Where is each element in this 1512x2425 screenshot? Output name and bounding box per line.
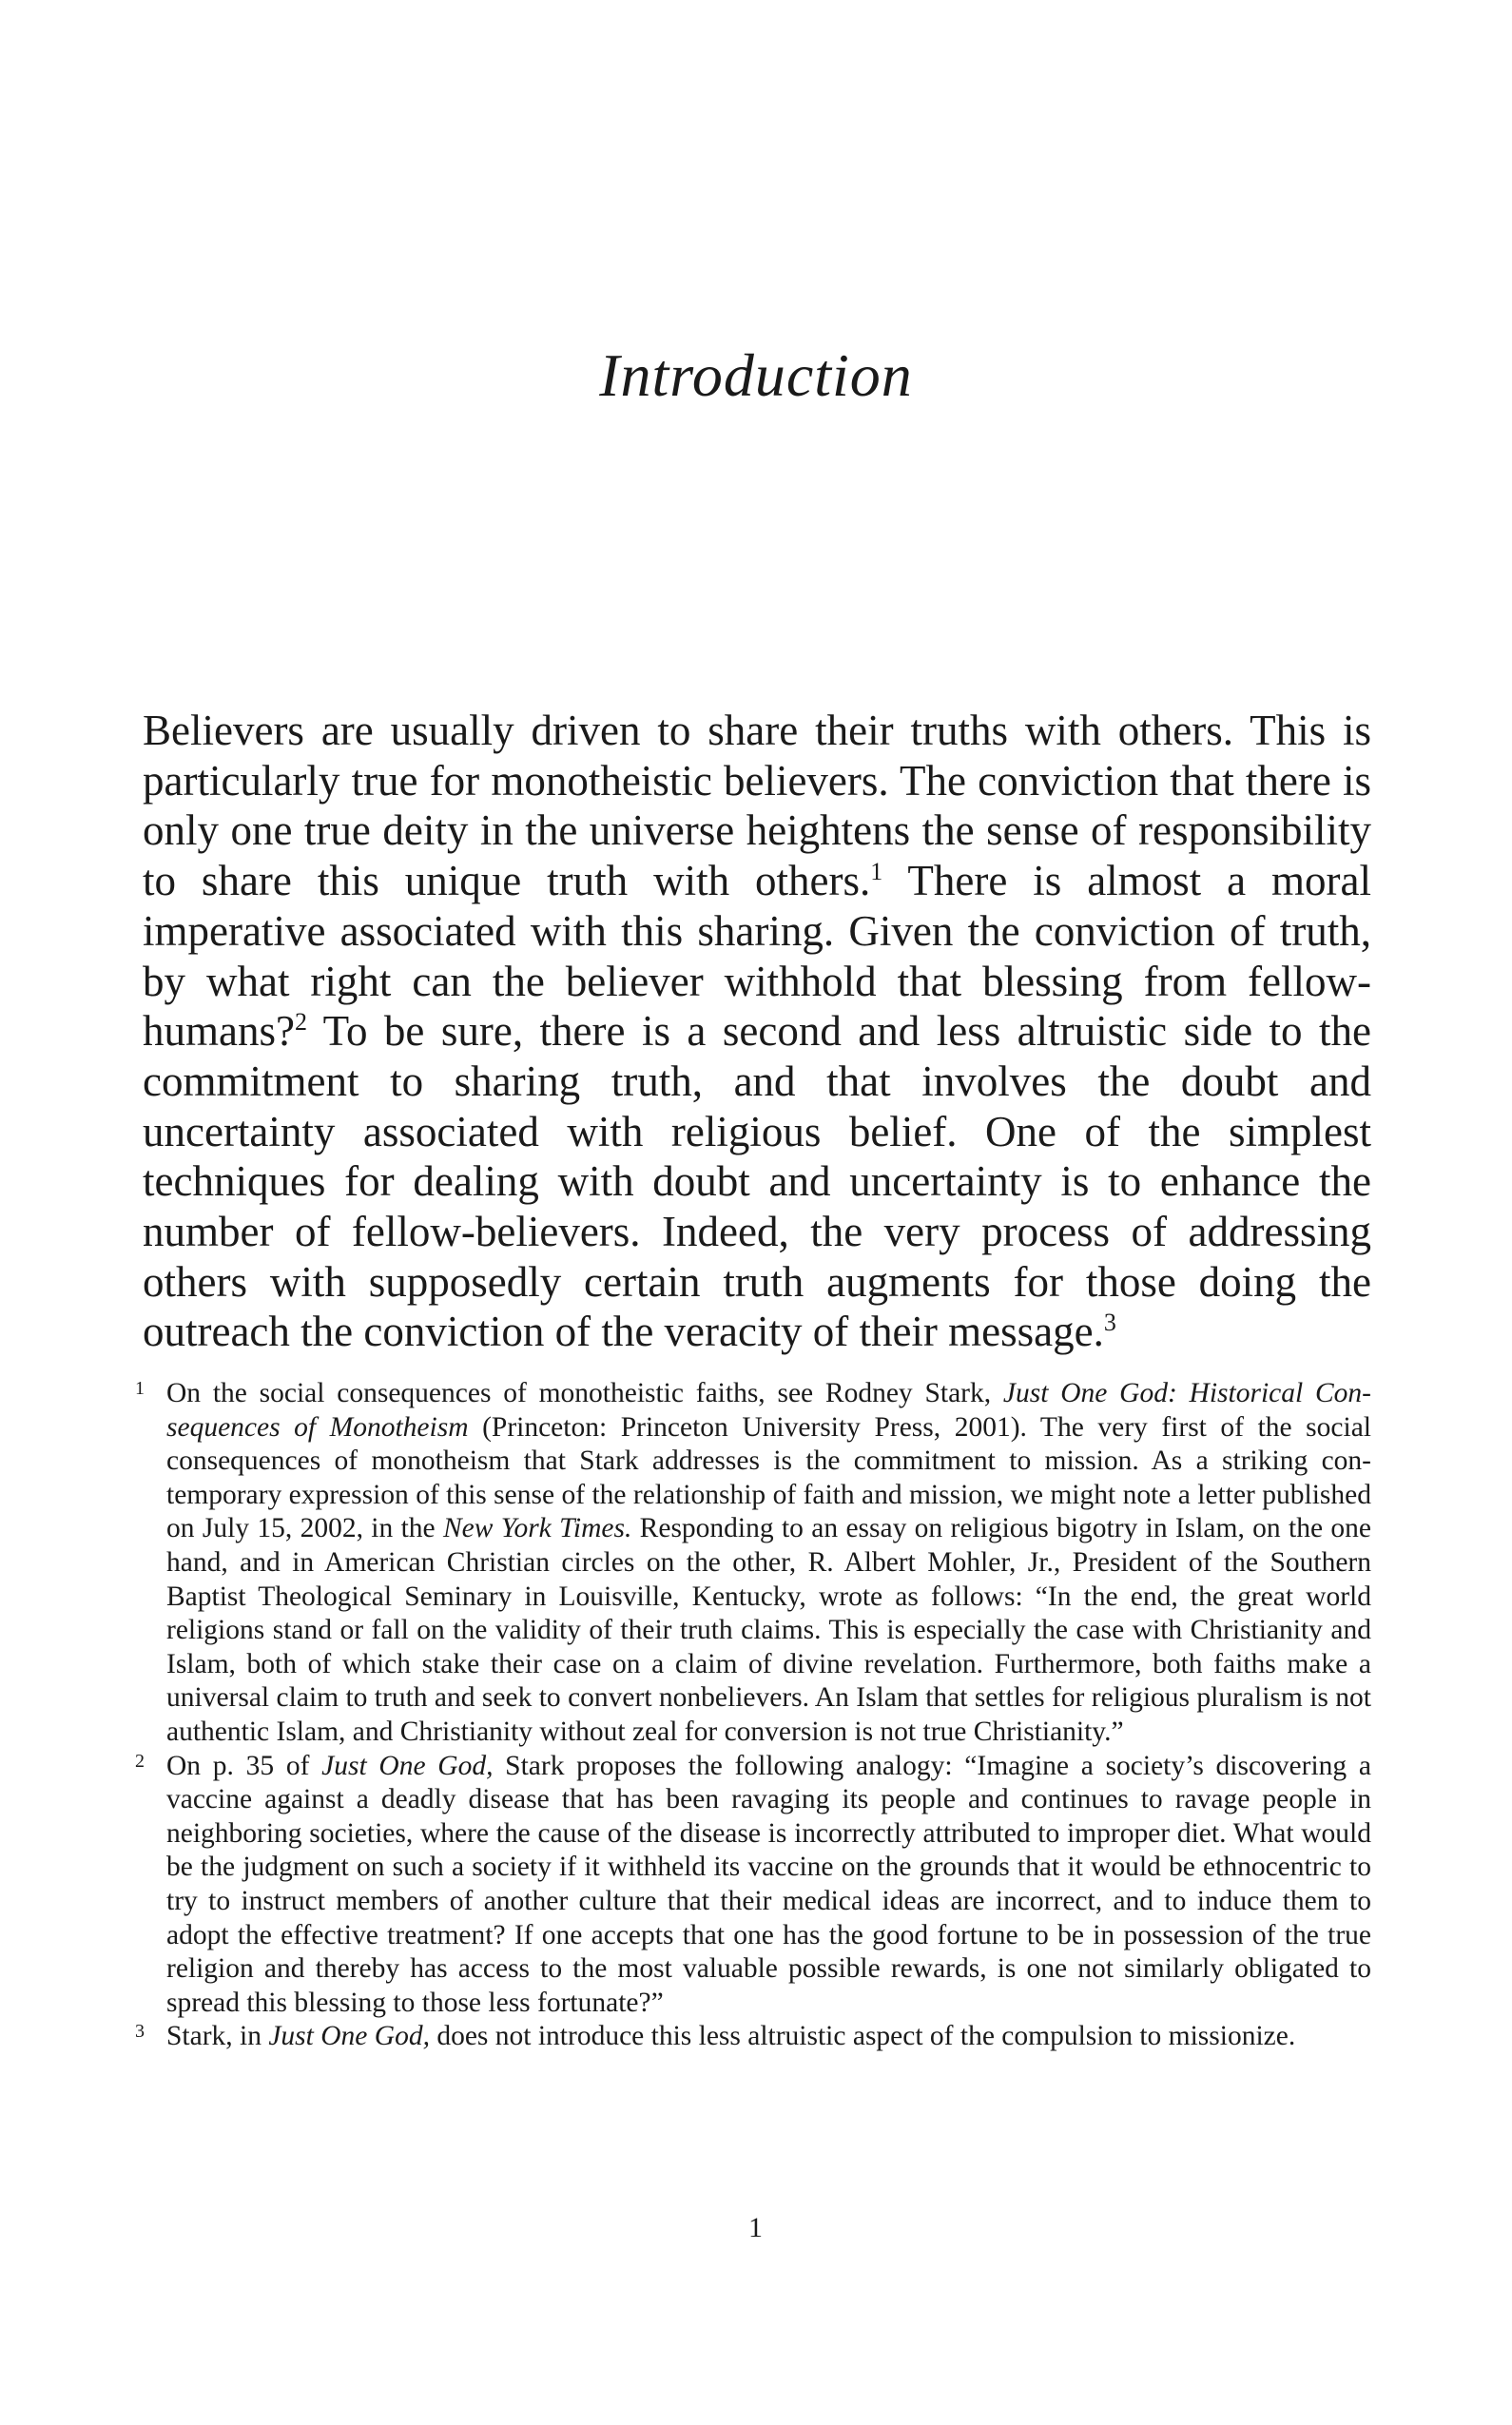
book-title: Just One God, xyxy=(321,1750,494,1781)
footnote-3 xyxy=(135,2020,1371,2054)
footnote-text: Stark proposes the following analogy: “Imagine a society’s discovering a vaccine against a deadly disease that has been ravaging its people and continues to ravage people in neighboring societies, where the cause of the disease is incorrectly attributed to improper diet. What would be the judgment on such a society if it withheld its vaccine on the grounds that it would be ethnocentric to try to instruct members of another culture that their medical ideas are incorrect, and to induce them to adopt the effective treatment? If one accepts that one has the good fortune to be in possession of the true religion and thereby has access to the most valuable possible rewards, is one not similarly obligated to spread this blessing to those less fortunate?” xyxy=(166,1750,1371,2018)
footnote-number: 1 xyxy=(135,1378,145,1399)
footnote-number: 3 xyxy=(135,2021,145,2043)
footnote-number: 2 xyxy=(135,1750,145,1772)
footnote-1 xyxy=(135,1377,1371,1750)
book-title: Just One God: Historical Consequences of Monotheism xyxy=(166,1378,1371,1443)
newspaper-title: New York Times. xyxy=(442,1513,632,1544)
body-paragraph xyxy=(143,706,1371,1357)
footnote-text: Responding to an essay on religious bigotry in Islam, on the one hand, and in American Christian circles on the other, R. Albert Mohler, Jr., President of the Southern Baptist Theological Seminary in Louisville, Kentucky, wrote as follows: “In the end, the great world religions stand or fall on the validity of their truth claims. This is especially the case with Christianity and Islam, both of which stake their case on a claim of divine revelation. Furthermore, both faiths make a universal claim to truth and seek to convert nonbelievers. An Islam that settles for religious pluralism is not authentic Islam, and Christianity without zeal for conversion is not true Christianity.” xyxy=(166,1513,1371,1747)
footnote-text: Stark, in xyxy=(166,2021,269,2052)
page-number: 1 xyxy=(748,2212,764,2243)
footnote-text: On the social consequences of monotheistic faiths, see Rodney Stark, xyxy=(166,1378,1003,1408)
footnote-text: does not introduce this less altruistic aspect of the compulsion to missionize. xyxy=(429,2021,1296,2052)
footnote-ref-1[interactable]: 1 xyxy=(870,858,883,886)
chapter-title: Introduction xyxy=(599,341,913,409)
footnotes-list xyxy=(135,1377,1371,2054)
footnote-ref-2[interactable]: 2 xyxy=(294,1008,307,1037)
footnote-2 xyxy=(135,1750,1371,2021)
footnote-text: (Princeton: Princeton University Press, 2001). The very first of the social consequences of monotheism that Stark addresses is the commitment to mission. As a striking contemporary expression of this sense of the relationship of faith and mission, we might note a letter published on July 15, 2002, in the xyxy=(166,1411,1371,1544)
book-title: Just One God, xyxy=(268,2021,430,2052)
footnote-text: On p. 35 of xyxy=(166,1750,322,1781)
body-text-segment: To be sure, there is a second and less altruistic side to the commitment to sharing truth, and that involves the doubt and uncertainty associated with religious belief. One of the simplest techniques for dealing with doubt and uncertainty is to enhance the number of fellow-believers. Indeed, the very process of addressing others with supposedly certain truth augments for those doing the outreach the conviction of the veracity of their message. xyxy=(143,1007,1371,1356)
body-text-segment: There is almost a moral imperative associated with this sharing. Given the conviction of truth, by what right can the believer withhold that blessing from fellow-humans? xyxy=(143,857,1371,1056)
footnote-ref-3[interactable]: 3 xyxy=(1103,1309,1116,1337)
body-text-segment: Believers are usually driven to share their truths with others. This is particularly true for monotheistic believers. The conviction that there is only one true deity in the universe heightens the sense of responsibility to share this unique truth with others. xyxy=(143,707,1371,905)
